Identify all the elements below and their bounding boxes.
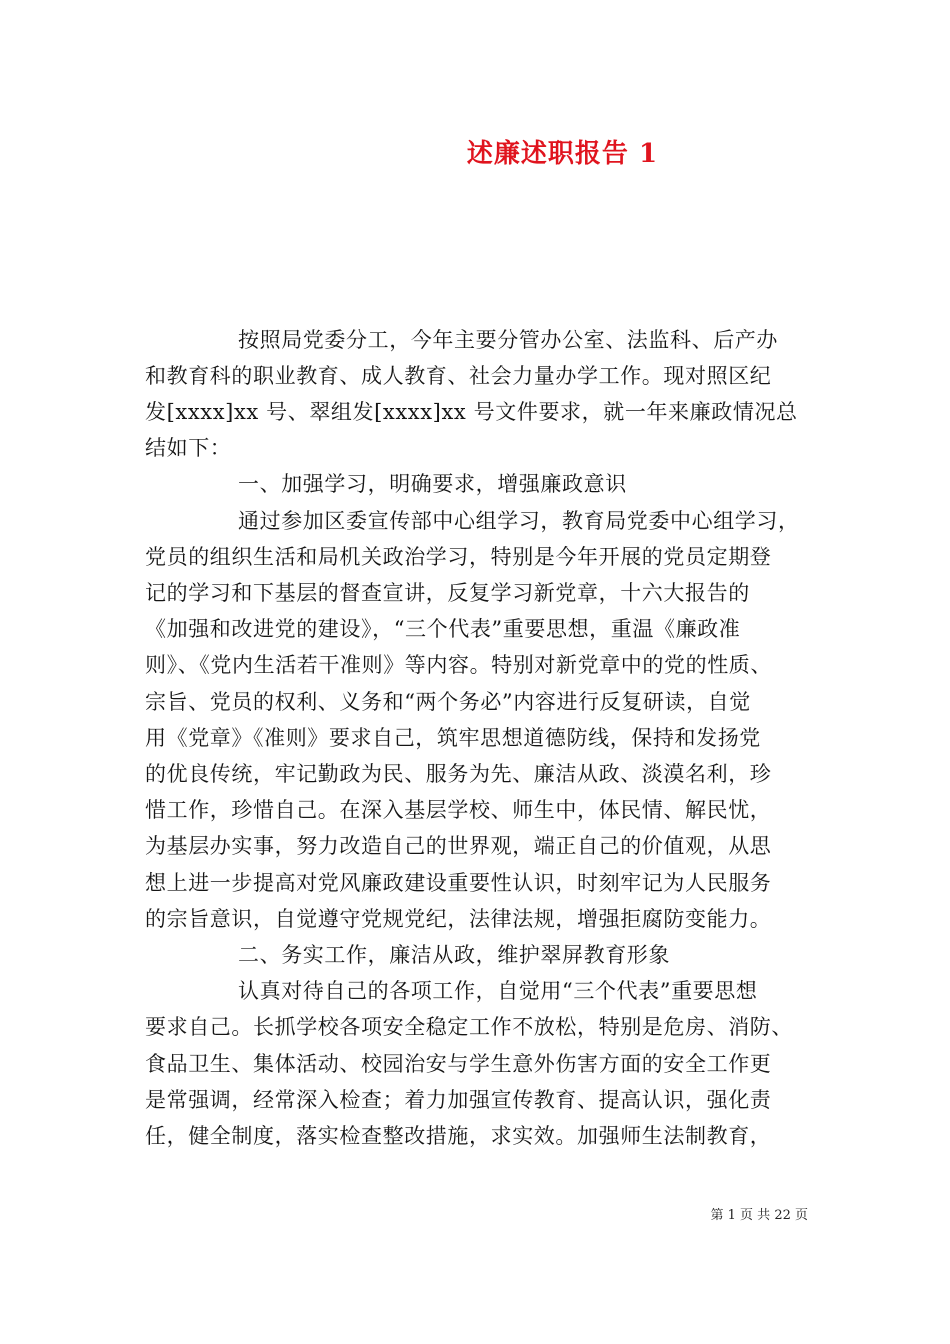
body-line: 惜工作，珍惜自己。在深入基层学校、师生中，体民情、解民忧， [145,798,772,822]
body-line: 发[xxxx]xx 号、翠组发[xxxx]xx 号文件要求，就一年来廉政情况总 [145,400,798,424]
body-line: 任，健全制度，落实检查整改措施，求实效。加强师生法制教育， [145,1124,772,1148]
page-footer: 第 1 页 共 22 页 [710,1208,808,1223]
body-line: 通过参加区委宣传部中心组学习，教育局党委中心组学习， [238,509,800,533]
body-line: 食品卫生、集体活动、校园治安与学生意外伤害方面的安全工作更 [145,1052,772,1076]
body-line: 宗旨、党员的权利、义务和“两个务必”内容进行反复研读，自觉 [145,690,751,714]
section-heading: 二、务实工作，廉洁从政，维护翠屏教育形象 [238,943,670,967]
body-line: 则》、《党内生活若干准则》等内容。特别对新党章中的党的性质、 [145,653,772,677]
body-line: 结如下： [145,436,232,460]
body-line: 和教育科的职业教育、成人教育、社会力量办学工作。现对照区纪 [145,364,772,388]
body-line: 要求自己。长抓学校各项安全稳定工作不放松，特别是危房、消防、 [145,1015,793,1039]
body-line: 认真对待自己的各项工作，自觉用“三个代表”重要思想 [238,979,758,1003]
body-line: 想上进一步提高对党风廉政建设重要性认识，时刻牢记为人民服务 [145,871,772,895]
body-line: 为基层办实事，努力改造自己的世界观，端正自己的价值观，从思 [145,834,772,858]
body-line: 是常强调，经常深入检查；着力加强宣传教育、提高认识，强化责 [145,1088,772,1112]
body-line: 按照局党委分工，今年主要分管办公室、法监科、后产办 [238,328,778,352]
body-line: 的宗旨意识，自觉遵守党规党纪，法律法规，增强拒腐防变能力。 [145,907,772,931]
body-line: 《加强和改进党的建设》，“三个代表”重要思想，重温《廉政准 [145,617,741,641]
body-line: 党员的组织生活和局机关政治学习，特别是今年开展的党员定期登 [145,545,772,569]
document-title: 述廉述职报告 1 [466,139,659,169]
body-line: 记的学习和下基层的督查宣讲，反复学习新党章，十六大报告的 [145,581,750,605]
body-line: 用《党章》《准则》要求自己，筑牢思想道德防线，保持和发扬党 [145,726,761,750]
section-heading: 一、加强学习，明确要求，增强廉政意识 [238,472,627,496]
body-line: 的优良传统，牢记勤政为民、服务为先、廉洁从政、淡漠名利，珍 [145,762,772,786]
